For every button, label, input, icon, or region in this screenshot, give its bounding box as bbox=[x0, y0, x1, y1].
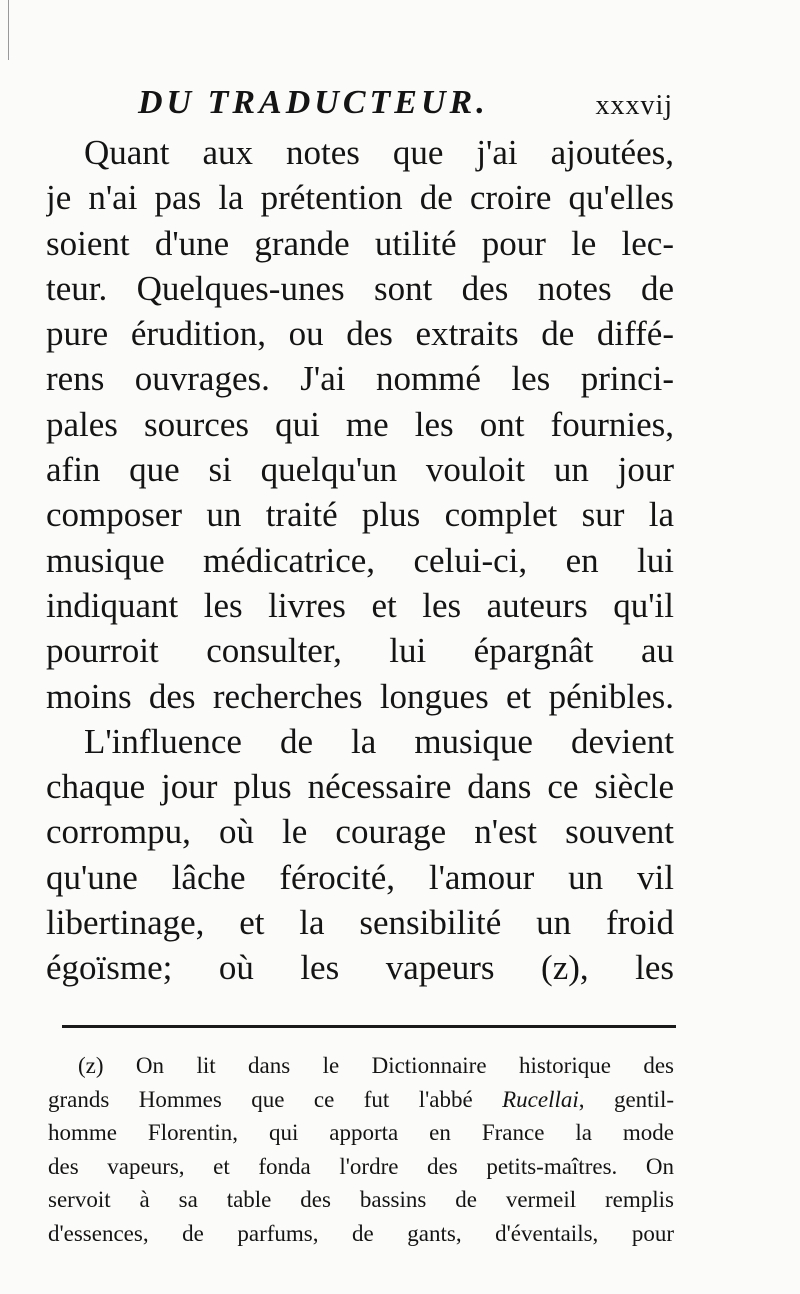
footnote-line: servoit à sa table des bassins de vermeil remplis bbox=[48, 1187, 674, 1212]
text-line: soient d'une grande utilité pour le lec- bbox=[46, 223, 674, 263]
paragraph bbox=[46, 130, 674, 719]
running-head-title: DU TRADUCTEUR. bbox=[138, 84, 489, 121]
text-line: pourroit consulter, lui épargnât au bbox=[46, 631, 674, 671]
running-head bbox=[138, 82, 673, 128]
text-line: qu'une lâche férocité, l'amour un vil bbox=[46, 857, 674, 897]
text-line: teur. Quelques-unes sont des notes de bbox=[46, 268, 674, 308]
italic-proper-name: Rucellai bbox=[502, 1086, 579, 1112]
text-line: afin que si quelqu'un vouloit un jour bbox=[46, 450, 674, 490]
page-edge-mark bbox=[8, 0, 9, 60]
text-line: rens ouvrages. J'ai nommé les princi- bbox=[46, 359, 674, 399]
text-line: pales sources qui me les ont fournies, bbox=[46, 404, 674, 444]
footnote-line: d'essences, de parfums, de gants, d'éventails, pour bbox=[48, 1220, 674, 1246]
text-line: composer un traité plus complet sur la bbox=[46, 495, 674, 535]
text-line: musique médicatrice, celui-ci, en lui bbox=[46, 540, 674, 580]
page-number: xxxvij bbox=[595, 90, 673, 121]
footnote bbox=[48, 1049, 674, 1250]
text-line: L'influence de la musique devient bbox=[84, 721, 674, 761]
footnote-line: des vapeurs, et fonda l'ordre des petits-maîtres. On bbox=[48, 1153, 674, 1179]
paragraph bbox=[46, 719, 674, 991]
text-line: indiquant les livres et les auteurs qu'il bbox=[46, 585, 674, 625]
footnote-line: (z) On lit dans le Dictionnaire historique des bbox=[78, 1053, 674, 1078]
text-line: je n'ai pas la prétention de croire qu'elles bbox=[46, 178, 674, 218]
text-line: chaque jour plus nécessaire dans ce siècle bbox=[46, 767, 674, 807]
footnote-line: homme Florentin, qui apporta en France la mode bbox=[48, 1120, 674, 1145]
footnote-line: grands Hommes que ce fut l'abbé Rucellai, gentil- bbox=[48, 1086, 674, 1112]
text-line: Quant aux notes que j'ai ajoutées, bbox=[84, 133, 674, 172]
footnote-rule bbox=[62, 1025, 676, 1028]
text-line: égoïsme; où les vapeurs (z), les bbox=[46, 948, 674, 988]
body-text bbox=[46, 130, 674, 991]
text-line: pure érudition, ou des extraits de diffé- bbox=[46, 314, 674, 354]
text-line: corrompu, où le courage n'est souvent bbox=[46, 812, 674, 852]
text-line: libertinage, et la sensibilité un froid bbox=[46, 903, 674, 943]
text-line: moins des recherches longues et pénibles. bbox=[46, 676, 674, 716]
